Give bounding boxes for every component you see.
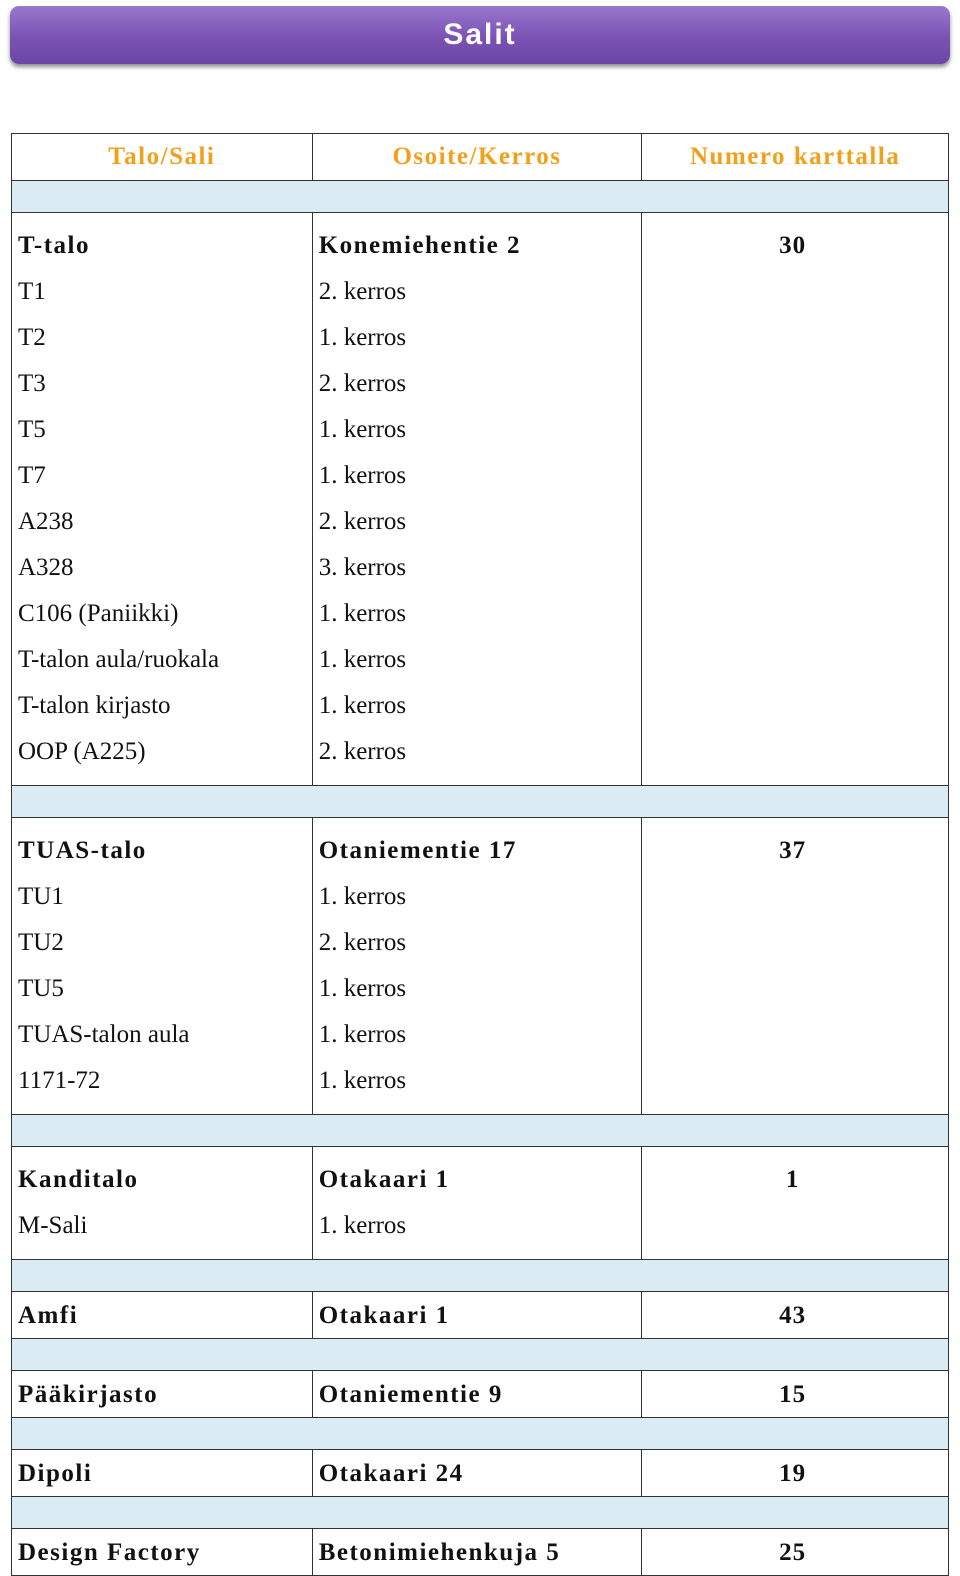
address-cell xyxy=(313,1147,643,1260)
room-floor: 1. kerros xyxy=(318,1212,407,1239)
building-address: Otakaari 1 xyxy=(318,1302,450,1329)
room-name: A238 xyxy=(18,508,74,535)
room-name: TUAS-talon aula xyxy=(18,1021,190,1048)
table-row xyxy=(12,818,949,1115)
room-floor: 2. kerros xyxy=(318,370,407,397)
room-name: TU5 xyxy=(18,975,64,1002)
room-floor: 1. kerros xyxy=(318,600,407,627)
room-floor: 3. kerros xyxy=(318,554,407,581)
building-address: Otaniementie 9 xyxy=(318,1381,503,1408)
room-floor: 1. kerros xyxy=(318,416,407,443)
map-number-cell xyxy=(642,1147,949,1260)
building-name: T-talo xyxy=(18,232,90,259)
room-name: A328 xyxy=(18,554,74,581)
building-address: Betonimiehenkuja 5 xyxy=(318,1539,561,1566)
room-floor: 1. kerros xyxy=(318,975,407,1002)
building-address: Konemiehentie 2 xyxy=(318,232,522,259)
table-header xyxy=(12,134,949,181)
room-name: TU2 xyxy=(18,929,64,956)
building-name: Kanditalo xyxy=(18,1166,139,1193)
map-number: 15 xyxy=(779,1381,807,1408)
column-header-map-number: Numero karttalla xyxy=(642,134,949,181)
building-address: Otakaari 1 xyxy=(318,1166,450,1193)
building-cell xyxy=(12,818,313,1115)
page-title: Salit xyxy=(10,6,950,64)
column-header-address: Osoite/Kerros xyxy=(313,134,643,181)
table-row xyxy=(12,213,949,786)
building-cell xyxy=(12,1529,313,1576)
map-number-cell xyxy=(642,1529,949,1576)
table-row xyxy=(12,1371,949,1418)
section-divider xyxy=(12,181,949,213)
section-divider xyxy=(12,1260,949,1292)
section-divider xyxy=(12,1497,949,1529)
address-cell xyxy=(313,213,643,786)
room-name: TU1 xyxy=(18,883,64,910)
room-floor: 1. kerros xyxy=(318,1067,407,1094)
building-cell xyxy=(12,1147,313,1260)
room-floor: 2. kerros xyxy=(318,929,407,956)
building-name: Pääkirjasto xyxy=(18,1381,159,1408)
room-name: T-talon kirjasto xyxy=(18,692,171,719)
room-floor: 1. kerros xyxy=(318,1021,407,1048)
table-row xyxy=(12,1450,949,1497)
map-number: 43 xyxy=(779,1302,807,1329)
map-number-cell xyxy=(642,1371,949,1418)
room-name: T2 xyxy=(18,324,46,351)
section-divider xyxy=(12,1418,949,1450)
address-cell xyxy=(313,1292,643,1339)
address-cell xyxy=(313,1529,643,1576)
room-name: T5 xyxy=(18,416,46,443)
room-floor: 1. kerros xyxy=(318,692,407,719)
rooms-table xyxy=(11,133,949,1576)
room-name: T3 xyxy=(18,370,46,397)
section-divider xyxy=(12,1115,949,1147)
building-name: Amfi xyxy=(18,1302,79,1329)
room-floor: 1. kerros xyxy=(318,462,407,489)
room-floor: 1. kerros xyxy=(318,646,407,673)
building-address: Otakaari 24 xyxy=(318,1460,464,1487)
map-number-cell xyxy=(642,1292,949,1339)
room-name: T1 xyxy=(18,278,46,305)
building-name: Dipoli xyxy=(18,1460,93,1487)
room-floor: 1. kerros xyxy=(318,883,407,910)
column-header-building: Talo/Sali xyxy=(12,134,313,181)
building-cell xyxy=(12,1292,313,1339)
section-divider xyxy=(12,1339,949,1371)
room-name: T-talon aula/ruokala xyxy=(18,646,220,673)
section-divider xyxy=(12,786,949,818)
building-address: Otaniementie 17 xyxy=(318,837,517,864)
room-floor: 2. kerros xyxy=(318,508,407,535)
room-floor: 2. kerros xyxy=(318,738,407,765)
room-name: 1171-72 xyxy=(18,1067,101,1094)
room-name: T7 xyxy=(18,462,46,489)
map-number: 1 xyxy=(785,1166,800,1193)
table-row xyxy=(12,1292,949,1339)
table-row xyxy=(12,1529,949,1576)
address-cell xyxy=(313,818,643,1115)
room-floor: 1. kerros xyxy=(318,324,407,351)
map-number: 37 xyxy=(779,837,807,864)
room-name: C106 (Paniikki) xyxy=(18,600,179,627)
building-cell xyxy=(12,213,313,786)
map-number-cell xyxy=(642,1450,949,1497)
building-name: Design Factory xyxy=(18,1539,201,1566)
building-cell xyxy=(12,1450,313,1497)
room-name: M-Sali xyxy=(18,1212,88,1239)
table-row xyxy=(12,1147,949,1260)
address-cell xyxy=(313,1450,643,1497)
room-floor: 2. kerros xyxy=(318,278,407,305)
map-number: 25 xyxy=(779,1539,807,1566)
map-number-cell xyxy=(642,213,949,786)
room-name: OOP (A225) xyxy=(18,738,146,765)
map-number: 30 xyxy=(779,232,807,259)
address-cell xyxy=(313,1371,643,1418)
building-name: TUAS-talo xyxy=(18,837,147,864)
building-cell xyxy=(12,1371,313,1418)
map-number-cell xyxy=(642,818,949,1115)
map-number: 19 xyxy=(779,1460,807,1487)
